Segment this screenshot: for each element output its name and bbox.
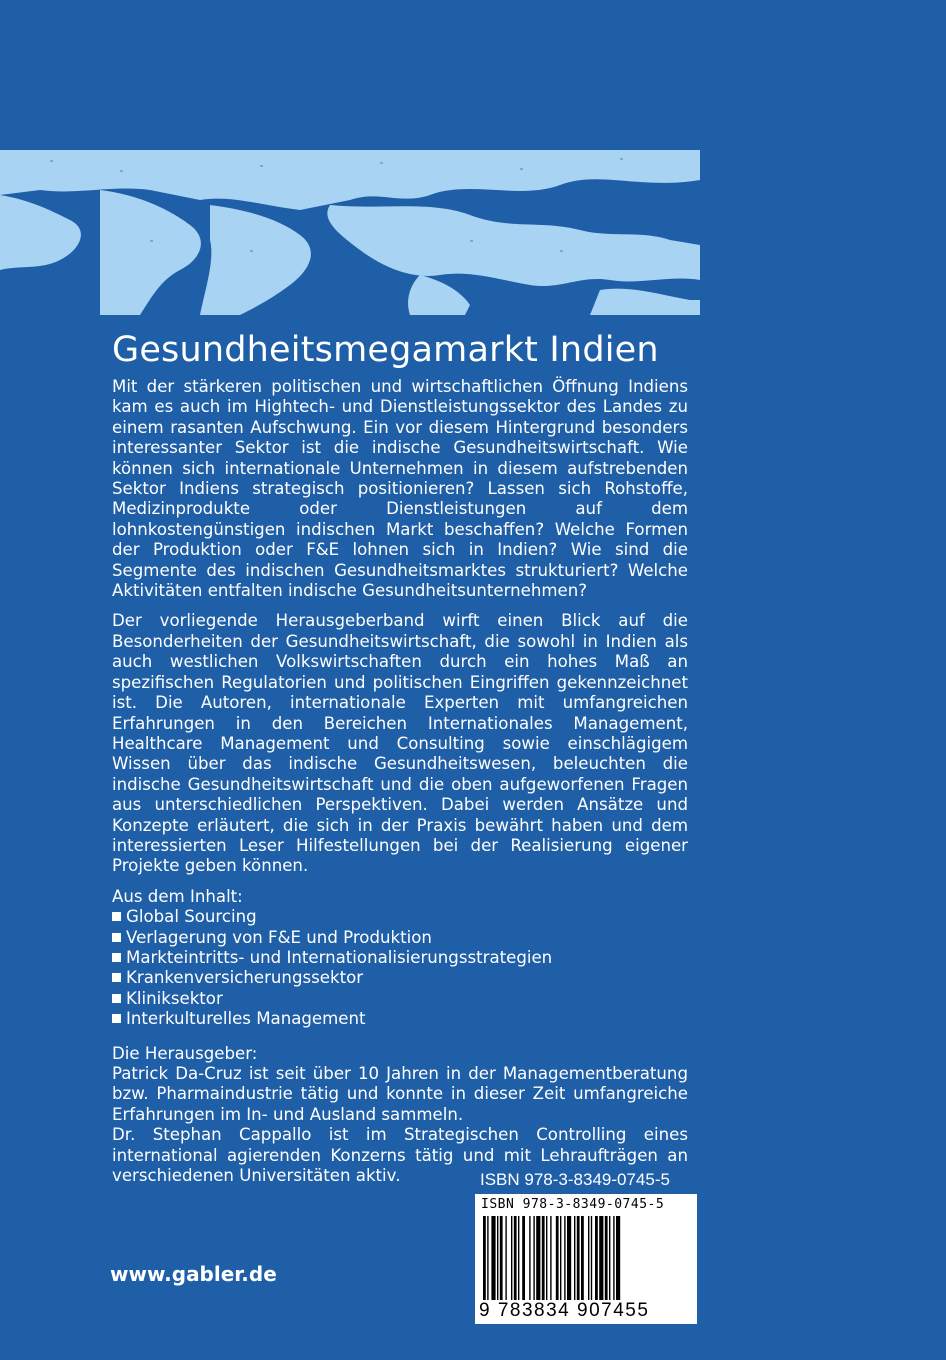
barcode-bar xyxy=(518,1216,519,1300)
barcode-bar xyxy=(533,1216,534,1300)
barcode-digits: 9 783834 907455 xyxy=(479,1300,650,1321)
bullet-icon xyxy=(112,953,121,962)
bullet-icon xyxy=(112,973,121,982)
barcode-bar xyxy=(613,1216,614,1300)
bullet-icon xyxy=(112,933,121,942)
barcode-bar xyxy=(500,1216,503,1300)
bullet-icon xyxy=(112,912,121,921)
barcode-bar xyxy=(529,1216,530,1300)
barcode-bar xyxy=(546,1216,547,1300)
barcode-bar xyxy=(491,1216,495,1300)
isbn-label: ISBN 978-3-8349-0745-5 xyxy=(480,1170,670,1189)
barcode-bar xyxy=(542,1216,545,1300)
barcode xyxy=(475,1194,697,1324)
barcode-bar xyxy=(581,1216,584,1300)
back-cover-text xyxy=(112,377,688,1186)
barcode-bar xyxy=(577,1216,580,1300)
toc-list xyxy=(112,907,688,1029)
barcode-bar xyxy=(605,1216,608,1300)
editors-heading: Die Herausgeber: xyxy=(112,1043,258,1063)
barcode-bar xyxy=(556,1216,559,1300)
barcode-bar xyxy=(567,1216,571,1300)
toc-item: Interkulturelles Management xyxy=(112,1009,688,1029)
publisher-website[interactable]: www.gabler.de xyxy=(110,1262,277,1286)
world-map-image xyxy=(0,150,700,315)
barcode-bar xyxy=(564,1216,565,1300)
barcode-bar xyxy=(505,1216,506,1300)
toc-item: Global Sourcing xyxy=(112,907,688,927)
barcode-bar xyxy=(550,1216,551,1300)
barcode-bars xyxy=(481,1216,691,1300)
editor-bio-2: Dr. Stephan Cappallo ist im Strategischen Controlling eines international agierenden Konzerns tätig und mit Lehraufträgen an verschiedenen Universitäten aktiv. xyxy=(112,1125,688,1186)
barcode-bar xyxy=(609,1216,610,1300)
barcode-bar xyxy=(487,1216,488,1300)
toc-item: Krankenversicherungssektor xyxy=(112,968,688,988)
bullet-icon xyxy=(112,1014,121,1023)
bullet-icon xyxy=(112,994,121,1003)
toc-item: Verlagerung von F&E und Produktion xyxy=(112,928,688,948)
editor-bio-1: Patrick Da-Cruz ist seit über 10 Jahren in der Managementberatung bzw. Pharmaindustrie tätig und konnte in dieser Zeit umfangreiche Erfahrungen im In- und Ausland sammeln. xyxy=(112,1064,688,1124)
barcode-bar xyxy=(514,1216,517,1300)
toc-heading: Aus dem Inhalt: xyxy=(112,886,243,906)
barcode-bar xyxy=(599,1216,603,1300)
description-paragraph-1: Mit der stärkeren politischen und wirtschaftlichen Öffnung Indiens kam es auch im Hightech- und Dienstleistungssektor des Landes zu einem rasanten Aufschwung. Ein vor diesem Hintergrund besonders interessanter Sektor ist die indische Gesundheitswirtschaft. Wie können sich internationale Unternehmen in diesem aufstrebenden Sektor Indiens strategisch positionieren? Lassen sich Rohstoffe, Medizinprodukte oder Dienstleistungen auf dem lohnkostengünstigen indischen Markt beschaffen? Welche Formen der Produktion oder F&E lohnen sich in Indien? Wie sind die Segmente des indischen Gesundheitsmarktes strukturiert? Welche Aktivitäten entfalten indische Gesundheitsunternehmen? xyxy=(112,377,688,601)
editors-section xyxy=(112,1044,688,1187)
barcode-bar xyxy=(497,1216,498,1300)
barcode-bar xyxy=(595,1216,598,1300)
barcode-bar xyxy=(560,1216,561,1300)
barcode-bar xyxy=(536,1216,540,1300)
barcode-bar xyxy=(616,1216,620,1300)
barcode-bar xyxy=(588,1216,589,1300)
barcode-bar xyxy=(574,1216,575,1300)
barcode-bar xyxy=(522,1216,525,1300)
description-paragraph-2: Der vorliegende Herausgeberband wirft einen Blick auf die Besonderheiten der Gesundheitswirtschaft, die sowohl in Indien als auch westlichen Volkswirtschaften durch ein hohes Maß an spezifischen Regulatorien und politischen Eingriffen gekennzeichnet ist. Die Autoren, internationale Experten mit umfangreichen Erfahrungen in den Bereichen Internationales Management, Healthcare Management und Consulting sowie einschlägigem Wissen über das indische Gesundheitswesen, beleuchten die indische Gesundheitswirtschaft und die oben aufgeworfenen Fragen aus unterschiedlichen Perspektiven. Dabei werden Ansätze und Konzepte erläutert, die sich in der Praxis bewährt haben und dem interessierten Leser Hilfestellungen bei der Realisierung eigener Projekte geben können. xyxy=(112,611,688,876)
barcode-isbn-text: ISBN 978-3-8349-0745-5 xyxy=(481,1197,665,1212)
barcode-bar xyxy=(591,1216,592,1300)
book-title: Gesundheitsmegamarkt Indien xyxy=(112,330,659,370)
toc-item: Kliniksektor xyxy=(112,989,688,1009)
toc-item: Markteintritts- und Internationalisierungsstrategien xyxy=(112,948,688,968)
barcode-bar xyxy=(483,1216,486,1300)
barcode-bar xyxy=(511,1216,512,1300)
